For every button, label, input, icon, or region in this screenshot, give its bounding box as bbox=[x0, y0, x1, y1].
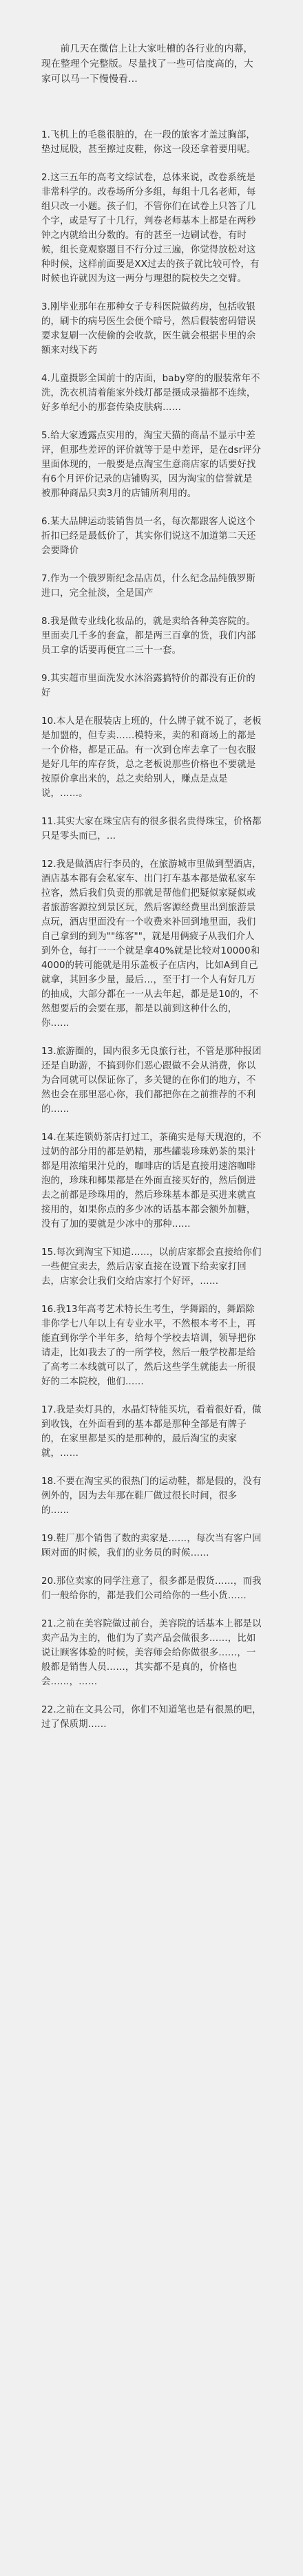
list-item: 1.飞机上的毛毯很脏的，在一段的旅客才盖过胸部，垫过屁股，甚至擦过皮鞋，你这一段还拿着要用呢。 bbox=[41, 130, 256, 155]
list-item: 9.其实超市里面洗发水沐浴露搞特价的都没有正价的好 bbox=[41, 674, 255, 698]
list-item: 4.儿童摄影全国前十的店面，baby穿的的服装常年不洗，洗衣机清着能家外线灯都是摄成录描都不连续，好多单纪小的那套传染皮肤病…… bbox=[41, 374, 260, 413]
entry-list bbox=[41, 128, 262, 1732]
list-item: 11.其实大家在珠宝店有的很多很名贵得珠宝，价格都只是零头而已，… bbox=[41, 817, 262, 841]
list-item: 18.不要在淘宝买的很热门的运动鞋，都是假的，没有例外的，因为去年那在鞋厂做过很长时间，很多的…… bbox=[41, 1477, 262, 1516]
list-item: 22.之前在文具公司，你们不知道笔也是有很黑的吧，过了保质期…… bbox=[41, 1705, 262, 1730]
list-item: 17.我是卖灯具的，水晶灯特能买坑，看着很好看，做到收钱，在外面看到的基本都是那种全部是有牌子的，在家里都是买的是那种的，最后淘宝的卖家就，…… bbox=[41, 1405, 262, 1459]
list-item: 6.某大品牌运动装销售员一名，每次都跟客人说这个折扣已经是最低价了，其实你们说这不加道第二天还会要降价 bbox=[41, 517, 256, 556]
list-item: 10.本人是在服装店上班的，什么牌子就不说了，老板是加盟的，但专卖……模特来，卖的和商场上的都是一个价格，都是正品。有一次到仓库去拿了一包衣服是好几年的库存货，总之老板说那些价格也不要就是按原价拿出来的，总之卖给别人，赚点是点是说，……。 bbox=[41, 716, 262, 799]
list-item: 12.我是做酒店行李员的，在旅游城市里做到型酒店，酒店基本都有会私家车、出门打车基本都是做私家车拉客，然后我们负责的那就是帮他们把疑似家疑似或者旅游客源拉到景区玩，然后客源经费里出到旅游景点玩，酒店里面没有一个收费来补回到地里面，我们自己拿到的到为""练客""，就是用俩疲子从我们介人到外仓，每打一一个就是拿40%就是比较对10000和4000的转可能就是用乐盖板子在店内，比如A到自己就拿，其回多少量，最后…，至于打一个人有好几万的抽成，大部分都在一一从去年起，都是是10的，不然想要后的会要在那，都是以前到这种什么的，你…… bbox=[41, 859, 262, 1029]
list-item: 8.我是做专业线化妆品的，就是卖给各种美容院的。里面卖几千多的套盒，都是两三百拿的货，我们内部员工拿的话要再便宜二三十一套。 bbox=[41, 616, 256, 656]
list-item: 21.之前在美容院做过前台，美容院的话基本上都是以卖产品为主的，他们为了卖产品会做很多……，比如说让顾客体验的时候，美容师会给你做很多……，一般都是销售人员……，其实都不是真的，价格也会……，…… bbox=[41, 1619, 262, 1687]
list-item: 5.给大家透露点实用的，淘宝天猫的商品不显示中差评，但那些差评的评价就等于是中差评，是在dsr评分里面体现的，一般要是点淘宝生意商店家的话要好找有6个月评价记录的店铺购买，因为淘宝的信誉就是被那种商品只卖3月的店铺所利用的。 bbox=[41, 431, 262, 499]
list-item: 13.旅游圈的，国内很多无良旅行社，不管是那种报团还是自助游，不搞到你们恶心跟做不会从消费，你以为合同就可以保证你了，多关键的在你们的地方，不然也会在那里恶心你，我们都把你在之前推荐的不利的…… bbox=[41, 1046, 262, 1115]
list-item: 2.这三五年的高考文综试卷，总体来说，改卷系统是非常科学的。改卷场所分多组，每组十几名老师，每组只改一小题。孩子们，不管你们在试卷上只答了几个字，或是写了十几行，判卷老师基本上都是在两秒钟之内就给出分数的。有的甚至一边刷试卷，有时候，组长竟观察题目不行分过三遍，你觉得放松对这种时候，这样前面要是XX过去的孩子就比较可怜，有时候也许就因为这一两分与理想的院校失之交臂。 bbox=[41, 173, 260, 284]
list-item: 3.刚毕业那年在那种女子专科医院做药房，包括收银的，刷卡的病号医生会便个暗号，然后假装密码错误要求复刷一次使偷的会收款，医生就会根据卡里的余额来对线下药 bbox=[41, 302, 256, 356]
intro-paragraph: 前几天在微信上让大家吐槽的各行业的内幕，现在整理个完整版。尽量找了一些可信度高的，大家可以马一下慢慢看… bbox=[41, 43, 253, 85]
list-item: 7.作为一个俄罗斯纪念品店员，什么纪念品纯俄罗斯进口，完全扯淡，全是国产 bbox=[41, 574, 255, 599]
list-item: 15.每次到淘宝下知道……，以前店家都会直接给你们一些便宜卖去，然后店家直接在设置下给卖家打回去，店家会让我们交给店家打个好评，…… bbox=[41, 1247, 262, 1287]
list-item: 20.那位卖家的同学注意了，很多都是假货……，而我们一般给你的，都是我们公司给你的一些小货…… bbox=[41, 1576, 262, 1601]
list-item: 14.在某连锁奶茶店打过工，茶确实是每天现泡的，不过奶的部分用的都是奶精，那些罐装珍珠奶茶的果汁都是用浓缩果汁兑的，咖啡店的话是直接用速溶咖啡泡的，珍珠和椰果都是在外面直接买好的，然后倒进去之前都是珍珠用的，然后珍珠基本都是买进来就直接用的，如果你点的多少冰的话基本都会额外加糖，没有了加的要就是少冰中的那种…… bbox=[41, 1133, 262, 1230]
list-item: 19.鞋厂那个销售了数的卖家是……，每次当有客户回顾对面的时候，我们的业务员的时候…… bbox=[41, 1534, 262, 1558]
list-item: 16.我13年高考艺术特长生考生，学舞蹈的，舞蹈除非你学七八年以上有专业水平，不然根本考不上，再能直到你学个半年多，给每个学校去培训，领导把你请走，比如我去了的一所学校，然后一般学校都是给了高考二本线就可以了，然后这些学生就能去一所很好的二本院校，他们…… bbox=[41, 1305, 256, 1387]
